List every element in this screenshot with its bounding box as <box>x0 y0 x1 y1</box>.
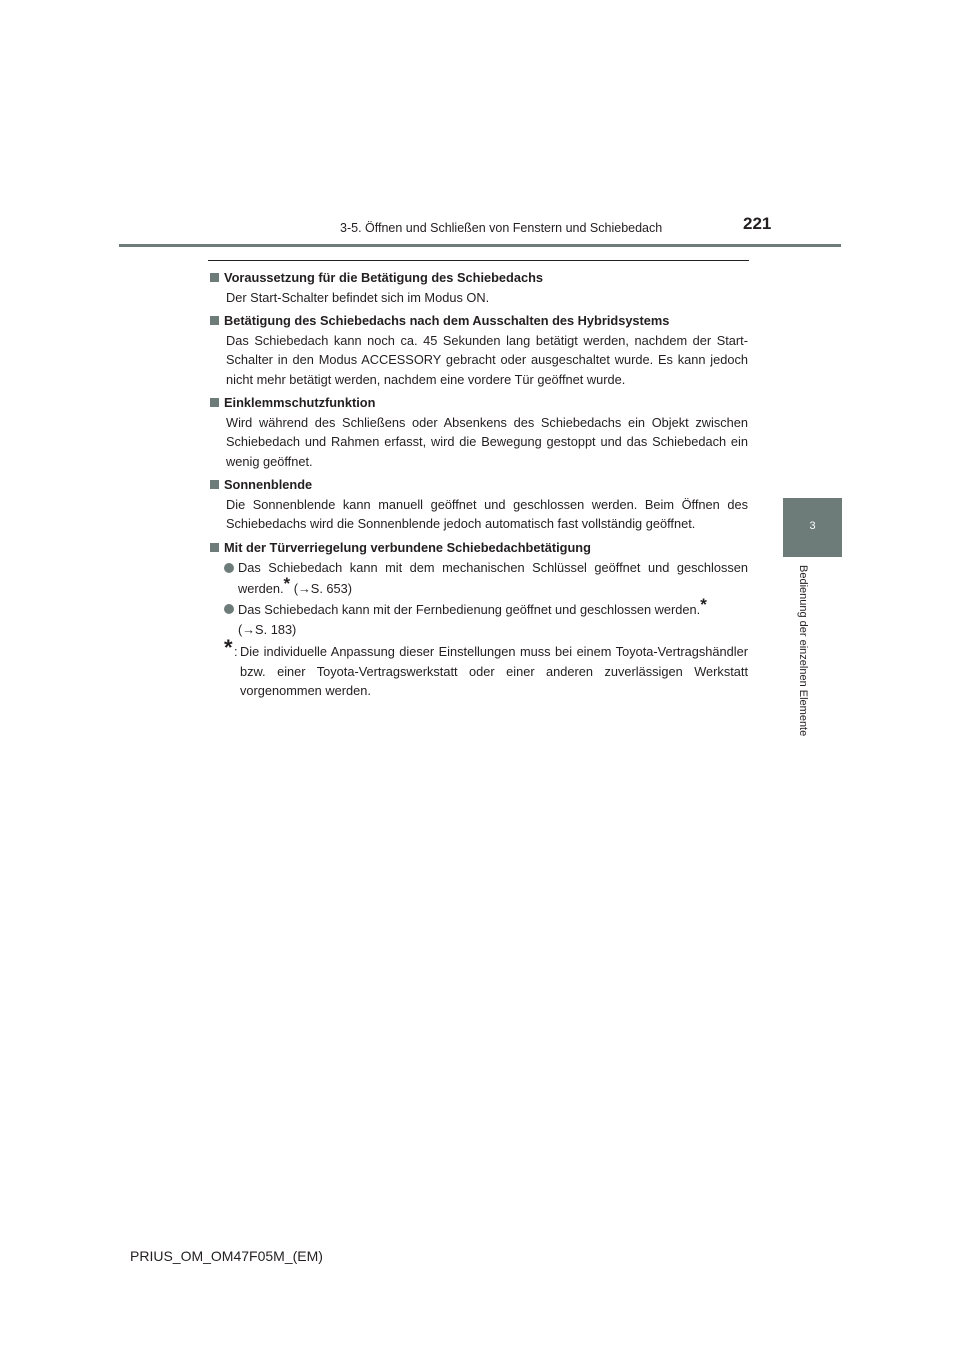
footnote-colon: : <box>234 644 238 659</box>
section-item <box>210 311 748 389</box>
section-item <box>210 475 748 534</box>
section-body: Die Sonnenblende kann manuell geöffnet und geschlossen werden. Beim Öffnen des Schiebedachs wird die Sonnenblende jedoch automatisch fast vollständig geöffnet. <box>226 496 748 531</box>
square-bullet-icon <box>210 316 219 325</box>
asterisk-mark: * <box>700 595 707 614</box>
bullet-text: Das Schiebedach kann mit der Fernbedienung geöffnet und geschlossen werden. <box>238 602 701 617</box>
footnote <box>210 635 748 701</box>
section-body: Das Schiebedach kann noch ca. 45 Sekunden lang betätigt werden, nachdem der Start-Schalter in den Modus ACCESSORY gebracht oder ausgeschaltet wurde. Es kann jedoch nicht mehr betätigt werden, nachdem eine vordere Tür geöffnet wurde. <box>226 332 748 387</box>
section-body: Der Start-Schalter befindet sich im Modus ON. <box>226 289 490 305</box>
bullet-text: Das Schiebedach kann mit dem mechanischen Schlüssel geöffnet und geschlossen werden. <box>238 560 748 596</box>
square-bullet-icon <box>210 543 219 552</box>
section-item <box>210 393 748 471</box>
list-item <box>210 558 748 598</box>
header-title: 3-5. Öffnen und Schließen von Fenstern und Schiebedach <box>340 221 663 235</box>
section-body: Wird während des Schließens oder Absenkens des Schiebedachs ein Objekt zwischen Schiebedach und Rahmen erfasst, wird die Bewegung gestoppt und das Schiebedach ein wenig geöffnet. <box>226 414 748 469</box>
square-bullet-icon <box>210 273 219 282</box>
footnote-text: Die individuelle Anpassung dieser Einstellungen muss bei einem Toyota-Vertragshändler bzw. einer Toyota-Vertragswerkstatt oder einer anderen zuverlässigen Werkstatt vorgenommen werden. <box>240 644 748 698</box>
footer-doc-code: PRIUS_OM_OM47F05M_(EM) <box>130 1248 323 1264</box>
section-heading: Voraussetzung für die Betätigung des Schiebedachs <box>210 268 748 288</box>
square-bullet-icon <box>210 480 219 489</box>
list-item <box>210 595 748 639</box>
header-rule <box>119 244 841 247</box>
asterisk-mark: * <box>283 573 291 593</box>
section-rule <box>208 260 749 261</box>
chapter-number: 3 <box>809 520 816 532</box>
square-bullet-icon <box>210 398 219 407</box>
round-bullet-icon <box>224 563 234 573</box>
section-heading: Sonnenblende <box>210 475 748 495</box>
section-heading: Einklemmschutzfunktion <box>210 393 748 413</box>
section-item <box>210 538 748 701</box>
page-number: 221 <box>743 214 772 233</box>
page-reference: (→S. 653) <box>293 580 353 596</box>
footnote-mark: * <box>224 635 233 660</box>
section-item <box>210 268 748 307</box>
round-bullet-icon <box>224 604 234 614</box>
section-heading: Mit der Türverriegelung verbundene Schiebedachbetätigung <box>210 538 748 558</box>
page-reference: (→S. 183) <box>238 621 297 637</box>
chapter-tab <box>783 498 842 557</box>
chapter-label: Bedienung der einzelnen Elemente <box>797 565 809 737</box>
content <box>210 268 748 705</box>
section-heading: Betätigung des Schiebedachs nach dem Ausschalten des Hybridsystems <box>210 311 748 331</box>
